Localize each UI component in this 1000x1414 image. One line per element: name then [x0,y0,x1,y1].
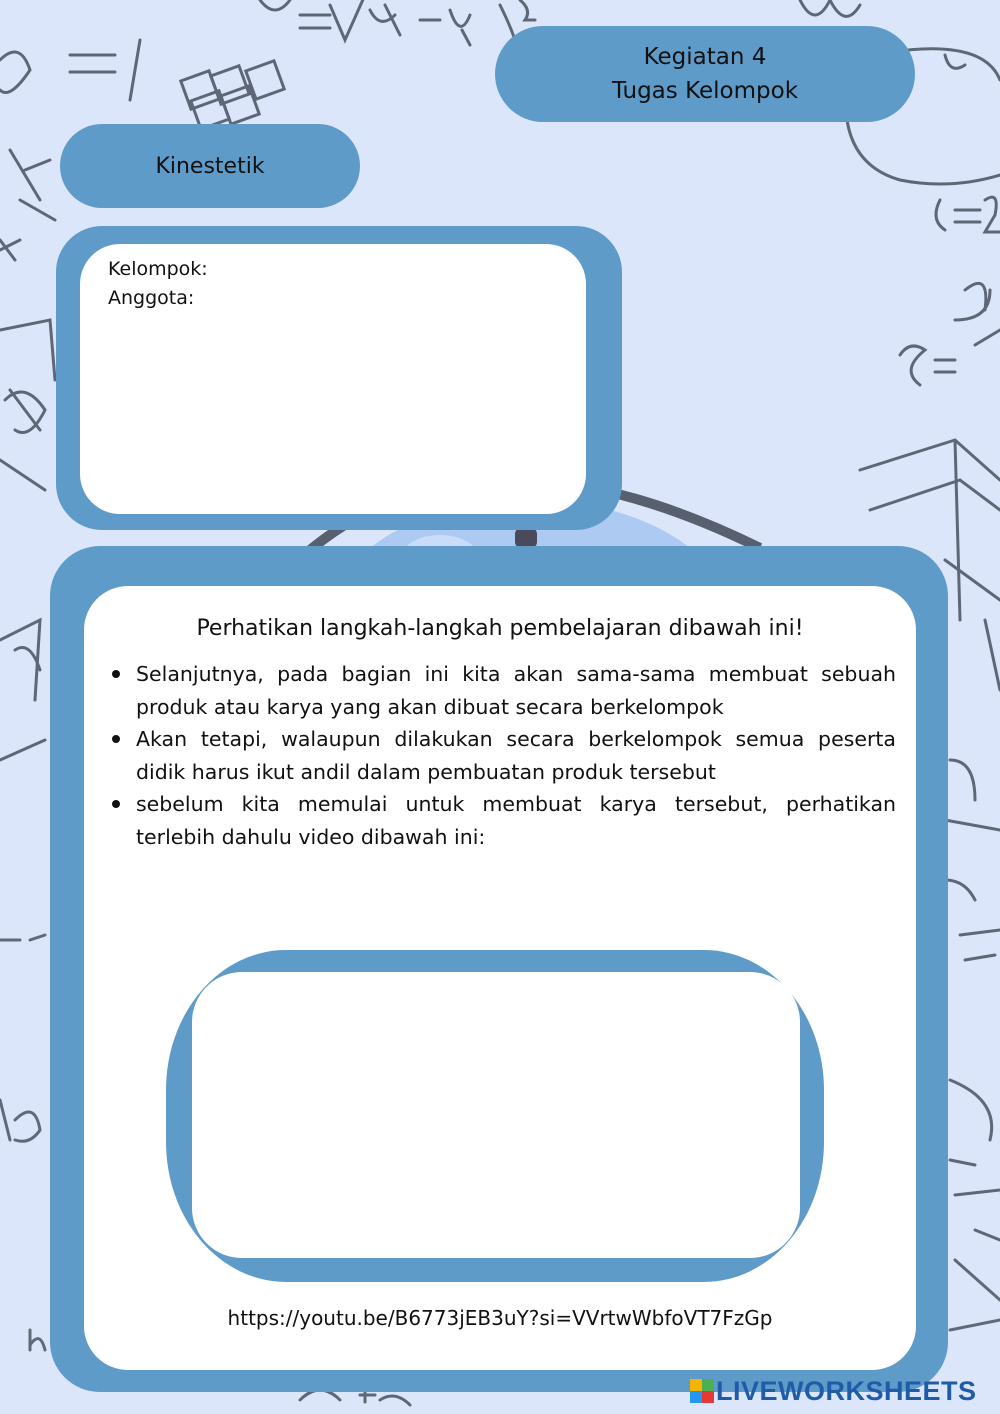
step-text: Akan tetapi, walaupun dilakukan secara berkelompok semua peserta didik harus ikut andil dalam pembuatan produk tersebut [136,727,896,784]
steps-list [136,658,896,853]
bullet-icon [112,800,120,808]
step-item [136,658,896,723]
brand-text: LIVEWORKSHEETS [716,1375,977,1406]
step-text: Selanjutnya, pada bagian ini kita akan sama-sama membuat sebuah produk atau karya yang akan dibuat secara berkelompok [136,662,896,719]
activity-number: Kegiatan 4 [643,44,767,70]
bullet-icon [112,735,120,743]
group-card [80,244,586,514]
video-link[interactable]: https://youtu.be/B6773jEB3uY?si=VVrtwWbfoVT7FzGp [227,1306,773,1330]
learning-style-pill [60,124,360,208]
group-label: Kelompok: [108,258,208,280]
instructions-card [84,586,916,1370]
bullet-icon [112,670,120,678]
liveworksheets-brand [690,1376,977,1406]
instructions-heading: Perhatikan langkah-langkah pembelajaran dibawah ini! [196,616,804,641]
learning-style-label: Kinestetik [155,153,265,179]
step-item [136,723,896,788]
activity-title-pill [495,26,915,122]
activity-type: Tugas Kelompok [611,78,799,104]
step-text: sebelum kita memulai untuk membuat karya tersebut, perhatikan terlebih dahulu video dibawah ini: [136,792,896,849]
liveworksheets-logo-icon [690,1379,714,1403]
step-item [136,788,896,853]
members-label: Anggota: [108,287,195,309]
video-embed-area[interactable] [192,972,800,1258]
